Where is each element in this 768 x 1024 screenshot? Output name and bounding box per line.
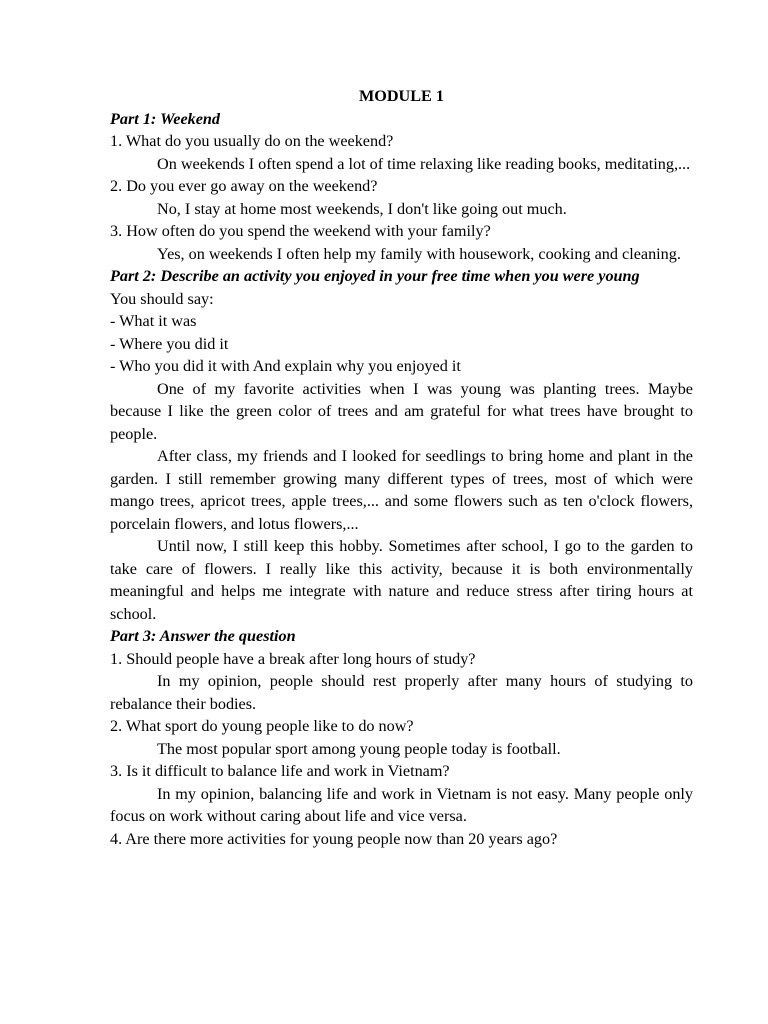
part1-question-1: 1. What do you usually do on the weekend? [110,132,394,150]
part3-question-2: 2. What sport do young people like to do now? [110,717,414,735]
part2-paragraph-2: After class, my friends and I looked for seedlings to bring home and plant in the garden. I still remember growing many different types of trees, most of which were mango trees, apricot trees, apple trees,... and some flowers such as ten o'clock flowers, porcelain flowers, and lotus flowers,... [110,447,693,533]
part3-question-1: 1. Should people have a break after long hours of study? [110,649,476,668]
part3-answer-1: In my opinion, people should rest properly after many hours of studying to rebalance their bodies. [110,672,693,713]
module-title: MODULE 1 [359,87,444,105]
document-page [110,85,693,850]
part3-answer-3: In my opinion, balancing life and work in Vietnam is not easy. Many people only focus on work without caring about life and vice versa. [110,784,693,825]
part2-prompt: You should say: [110,289,214,308]
part1-answer-3: Yes, on weekends I often help my family with housework, cooking and cleaning. [157,244,681,263]
part3-question-3: 3. Is it difficult to balance life and work in Vietnam? [110,762,450,780]
part1-answer-2: No, I stay at home most weekends, I don't like going out much. [157,199,567,218]
part3-question-4: 4. Are there more activities for young people now than 20 years ago? [110,829,558,848]
part1-question-3: 3. How often do you spend the weekend with your family? [110,222,491,240]
part1-question-2: 2. Do you ever go away on the weekend? [110,177,378,195]
part2-paragraph-1: One of my favorite activities when I was young was planting trees. Maybe because I like the green color of trees and am grateful for what trees have brought to people. [110,379,693,443]
part2-bullet-1: - What it was [110,312,197,330]
part2-heading: Part 2: Describe an activity you enjoyed in your free time when you were young [110,267,640,285]
part1-heading: Part 1: Weekend [110,109,220,128]
part2-bullet-3: - Who you did it with And explain why you enjoyed it [110,357,461,375]
part2-bullet-2: - Where you did it [110,334,229,353]
part3-heading: Part 3: Answer the question [110,627,296,645]
part2-paragraph-3: Until now, I still keep this hobby. Sometimes after school, I go to the garden to take care of flowers. I really like this activity, because it is both environmentally meaningful and helps me integrate with nature and reduce stress after tiring hours at school. [110,537,693,623]
part1-answer-1: On weekends I often spend a lot of time relaxing like reading books, meditating,... [157,154,691,173]
part3-answer-2: The most popular sport among young people today is football. [157,739,561,758]
